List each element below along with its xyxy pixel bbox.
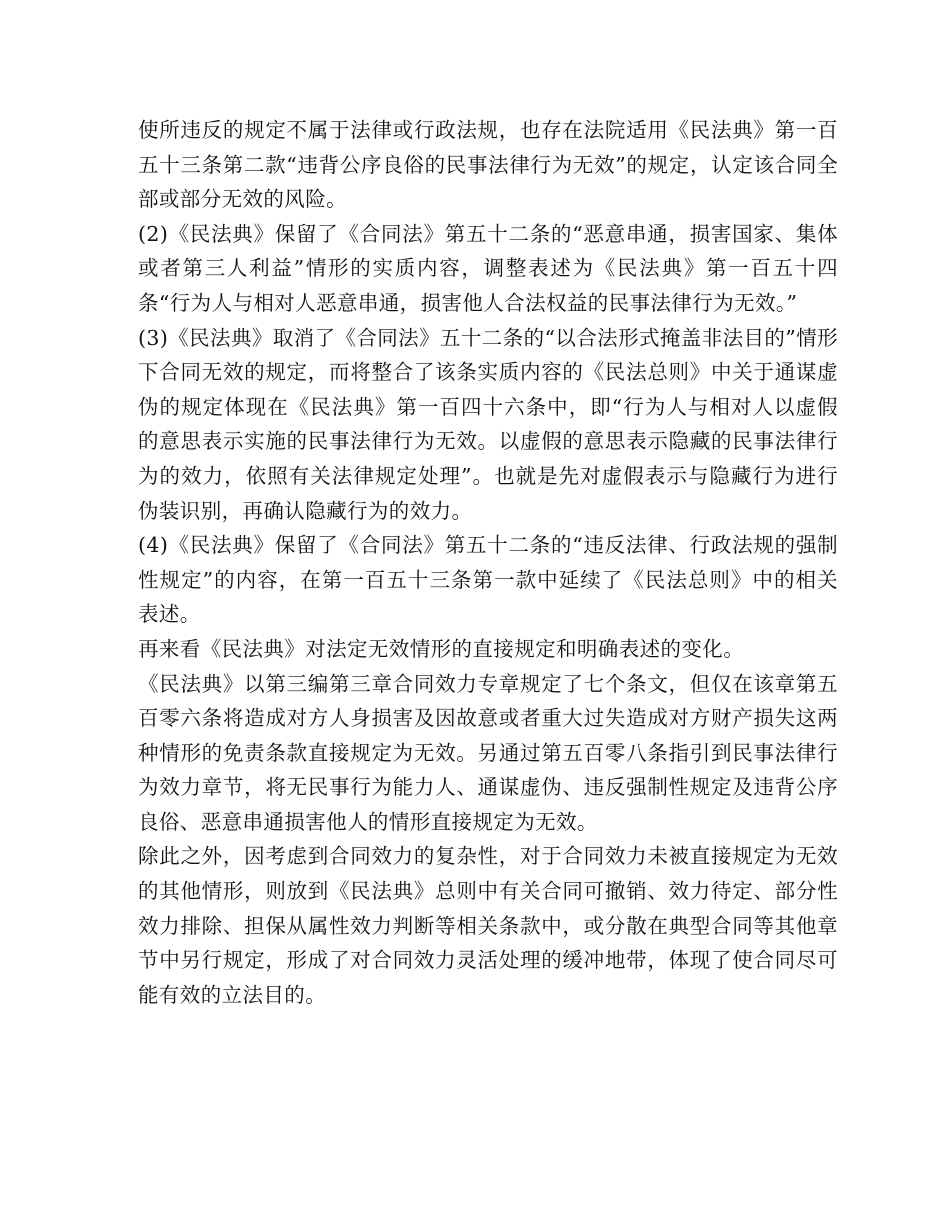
paragraph-item-4: (4)《民法典》保留了《合同法》第五十二条的“违反法律、行政法规的强制性规定”的内容，在第一百五十三条第一款中延续了《民法总则》中的相关表述。 xyxy=(138,533,838,627)
paragraph-transition: 再来看《民法典》对法定无效情形的直接规定和明确表述的变化。 xyxy=(138,636,745,661)
paragraph-item-2: (2)《民法典》保留了《合同法》第五十二条的“恶意串通，损害国家、集体或者第三人利益”情形的实质内容，调整表述为《民法典》第一百五十四条“行为人与相对人恶意串通，损害他人合法权益的民事法律行为无效。” xyxy=(138,221,838,315)
paragraph-continuation: 使所违反的规定不属于法律或行政法规，也存在法院适用《民法典》第一百五十三条第二款“违背公序良俗的民事法律行为无效”的规定，认定该合同全部或部分无效的风险。 xyxy=(138,118,838,212)
paragraph-item-3: (3)《民法典》取消了《合同法》五十二条的“以合法形式掩盖非法目的”情形下合同无效的规定，而将整合了该条实质内容的《民法总则》中关于通谋虚伪的规定体现在《民法典》第一百四十六条中，即“行为人与相对人以虚假的意思表示实施的民事法律行为无效。以虚假的意思表示隐藏的民事法律行为的效力，依照有关法律规定处理”。也就是先对虚假表示与隐藏行为进行伪装识别，再确认隐藏行为的效力。 xyxy=(138,325,838,523)
document-body xyxy=(138,113,838,1012)
paragraph-contract-validity: 《民法典》以第三编第三章合同效力专章规定了七个条文，但仅在该章第五百零六条将造成对方人身损害及因故意或者重大过失造成对方财产损失这两种情形的免责条款直接规定为无效。另通过第五百零八条指引到民事法律行为效力章节，将无民事行为能力人、通谋虚伪、违反强制性规定及违背公序良俗、恶意串通损害他人的情形直接规定为无效。 xyxy=(138,671,838,834)
paragraph-conclusion: 除此之外，因考虑到合同效力的复杂性，对于合同效力未被直接规定为无效的其他情形，则放到《民法典》总则中有关合同可撤销、效力待定、部分性效力排除、担保从属性效力判断等相关条款中，或分散在典型合同等其他章节中另行规定，形成了对合同效力灵活处理的缓冲地带，体现了使合同尽可能有效的立法目的。 xyxy=(138,844,838,1007)
